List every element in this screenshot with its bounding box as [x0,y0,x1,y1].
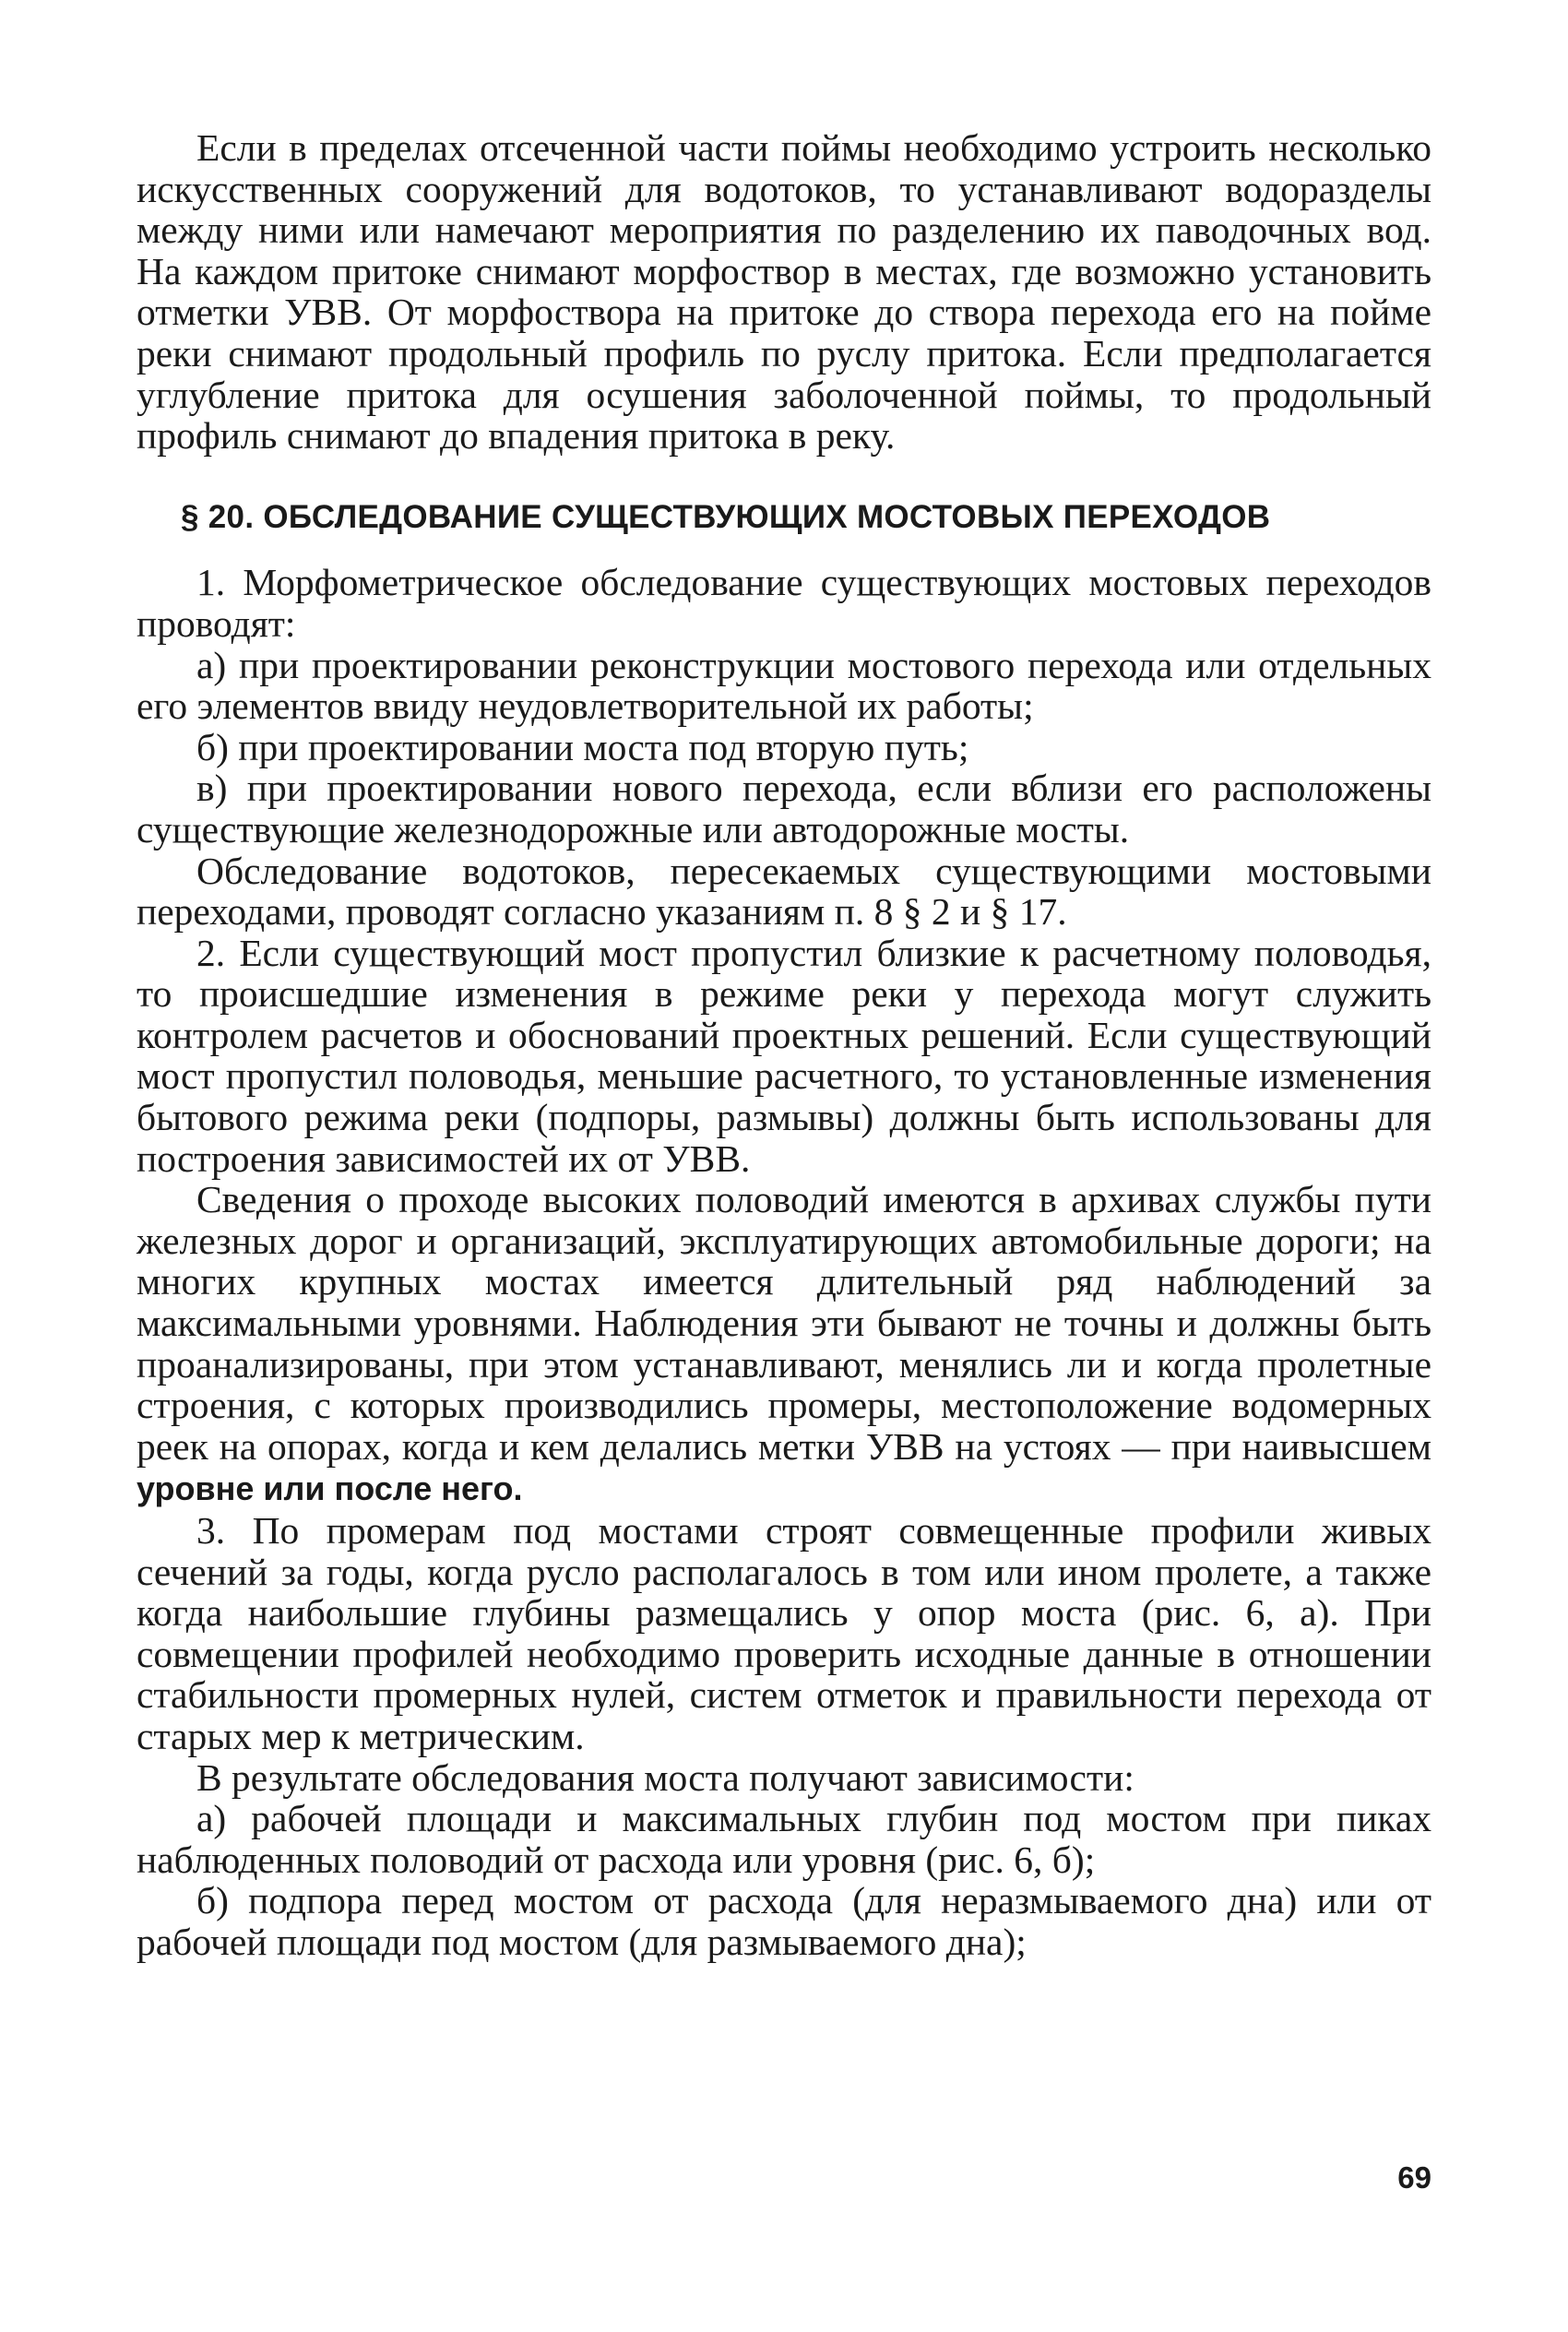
section-heading: § 20. ОБСЛЕДОВАНИЕ СУЩЕСТВУЮЩИХ МОСТОВЫХ ПЕРЕХОДОВ [181,498,1271,535]
paragraph: 3. По промерам под мостами строят совмещенные профили живых сечений за годы, когда русло располагалось в том или ином пролете, а также когда наибольшие глубины размещались у опор моста (рис. 6, а). При совмещении профилей необходимо проверить исходные данные в отношении стабильности промерных нулей, систем отметок и правильности перехода от старых мер к метрическим. [137,1509,1431,1757]
page-number: 69 [1397,2160,1431,2195]
list-item: а) при проектировании реконструкции мостового перехода или отдельных его элементов ввиду неудовлетворительной их работы; [137,643,1431,728]
paragraph [137,1179,1431,1510]
paragraph: Обследование водотоков, пересекаемых существующими мостовыми переходами, проводят согласно указаниям п. 8 § 2 и § 17. [137,849,1431,934]
paragraph: 1. Морфометрическое обследование существующих мостовых переходов проводят: [137,561,1431,645]
list-item: а) рабочей площади и максимальных глубин под мостом при пиках наблюденных половодий от расхода или уровня (рис. 6, б); [137,1797,1431,1881]
paragraph: Если в пределах отсеченной части поймы необходимо устроить несколько искусственных сооружений для водотоков, то устанавливают водоразделы между ними или намечают мероприятия по разделению их паводочных вод. На каждом притоке снимают морфоствор в местах, где возможно установить отметки УВВ. От морфоствора на притоке до створа перехода его на пойме реки снимают продольный профиль по руслу притока. Если предполагается углубление притока для осушения заболоченной поймы, то продольный профиль снимают до впадения притока в реку. [137,126,1431,458]
list-item: б) при проектировании моста под вторую путь; [196,725,969,768]
page-body [137,127,1431,1963]
paragraph-text: Сведения о проходе высоких половодий имеются в архивах службы пути железных дорог и организаций, эксплуатирующих автомобильные дороги; на многих крупных мостах имеется длительный ряд наблюдений за максимальными уровнями. Наблюдения эти бывают не точны и должны быть проанализированы, при этом устанавливают, менялись ли и когда пролетные строения, с которых производились промеры, местоположение водомерных реек на опорах, когда и кем делались метки УВВ на устоях — при наивысшем [137,1178,1431,1468]
paragraph: В результате обследования моста получают зависимости: [196,1755,1134,1799]
paragraph-bold-tail: уровне или после него. [137,1469,523,1508]
list-item: в) при проектировании нового перехода, если вблизи его расположены существующие железнодорожные или автодорожные мосты. [137,767,1431,851]
list-item: б) подпора перед мостом от расхода (для неразмываемого дна) или от рабочей площади под мостом (для размываемого дна); [137,1879,1431,1963]
paragraph: 2. Если существующий мост пропустил близкие к расчетному половодья, то происшедшие изменения в режиме реки у перехода могут служить контролем расчетов и обоснований проектных решений. Если существующий мост пропустил половодья, меньшие расчетного, то установленные изменения бытового режима реки (подпоры, размывы) должны быть использованы для построения зависимостей их от УВВ. [137,931,1431,1180]
